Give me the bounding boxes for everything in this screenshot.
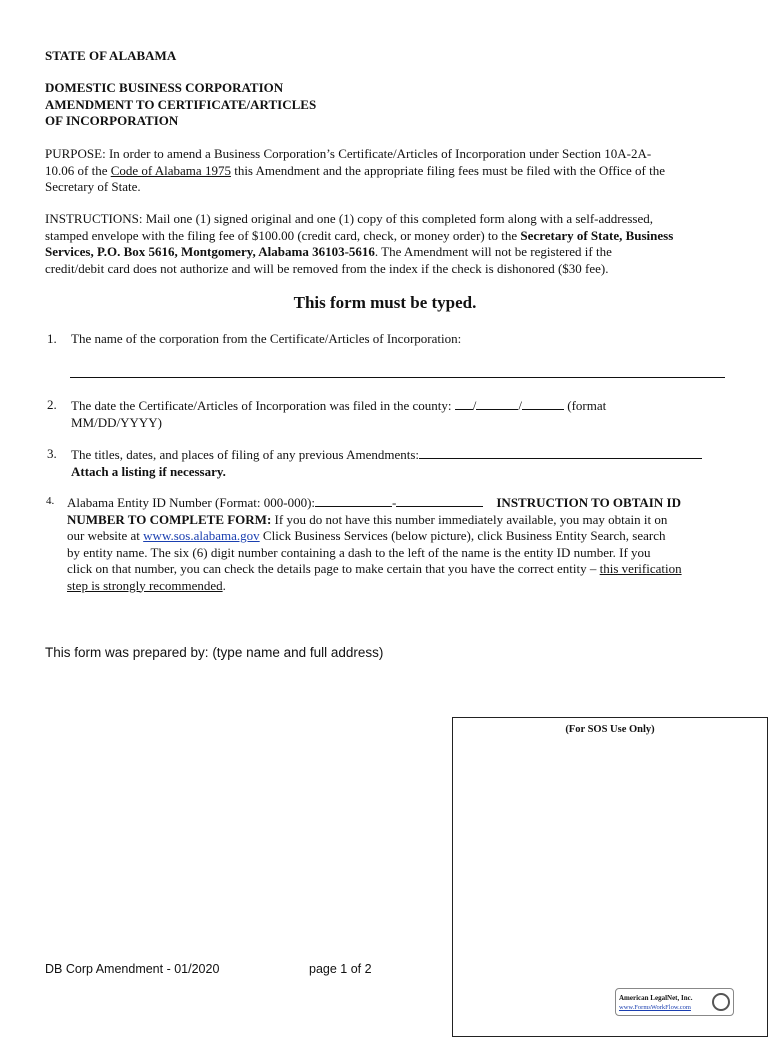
month-field[interactable] [455,397,473,410]
instructions-line-4: credit/debit card does not authorize and will be removed from the index if the check is dishonored ($30 fee). [45,260,609,276]
state-heading: STATE OF ALABAMA [45,48,177,63]
year-field[interactable] [522,397,564,410]
purpose-line-1: PURPOSE: In order to amend a Business Corporation’s Certificate/Articles of Incorporation under Section 10A-2A- [45,146,652,161]
purpose-line-2: 10.06 of the Code of Alabama 1975 this Amendment and the appropriate filing fees must be filed with the Office of the [45,162,666,178]
american-legalnet-logo [615,988,734,1016]
instructions-paragraph [45,211,673,277]
title-line-2: AMENDMENT TO CERTIFICATE/ARTICLES [45,96,317,112]
corporation-name-field[interactable] [70,377,725,378]
prepared-by-label: This form was prepared by: (type name and full address) [45,645,384,660]
page-number: page 1 of 2 [309,962,372,976]
attach-listing-note: Attach a listing if necessary. [71,463,226,479]
item-3-label: The titles, dates, and places of filing of any previous Amendments: Attach a listing if necessary. [71,446,702,480]
logo-emblem-icon [712,993,730,1011]
item-4-text: Alabama Entity ID Number (Format: 000-000): - INSTRUCTION TO OBTAIN ID NUMBER TO COMPLETE FORM: If you do not have this number immediately available, you may obtain it on our website at www.sos.alabama.gov Click Business Services (below picture), click Business Entity Search, search by entity name. The six (6) digit number containing a dash to the left of the name is the entity ID number. If you click on that number, you can check the details page to make certain that you have the correct entity – this verification step is strongly recommended. [67,495,682,593]
form-id-footer: DB Corp Amendment - 01/2020 [45,962,220,976]
entity-id-part1-field[interactable] [315,494,392,507]
purpose-line-3: Secretary of State. [45,179,141,194]
logo-url[interactable]: www.FormsWorkFlow.com [619,1004,691,1011]
entity-id-part2-field[interactable] [396,494,483,507]
form-title [45,80,316,130]
sos-website-link[interactable]: www.sos.alabama.gov [143,528,260,543]
item-3-number: 3. [47,446,57,461]
item-2-label: The date the Certificate/Articles of Incorporation was filed in the county: / / (format MM/DD/YYYY) [71,398,607,430]
purpose-paragraph [45,146,665,196]
typed-notice: This form must be typed. [293,293,477,312]
sos-use-only-label: (For SOS Use Only) [565,724,655,735]
item-1-number: 1. [47,331,57,346]
logo-company-name: American LegalNet, Inc. [619,994,693,1002]
item-1-label: The name of the corporation from the Certificate/Articles of Incorporation: [71,331,462,346]
code-of-alabama-link: Code of Alabama 1975 [110,162,231,178]
instructions-line-3: Services, P.O. Box 5616, Montgomery, Alabama 36103-5616. The Amendment will not be registered if the [45,244,612,259]
day-field[interactable] [476,397,518,410]
instructions-line-1: INSTRUCTIONS: Mail one (1) signed original and one (1) copy of this completed form along with a self-addressed, [45,211,653,226]
title-line-1: DOMESTIC BUSINESS CORPORATION [45,80,284,95]
instructions-line-2: stamped envelope with the filing fee of $100.00 (credit card, check, or money order) to the Secretary of State, Business [45,227,674,243]
item-2-number: 2. [47,397,57,412]
item-4-number: 4. [46,495,55,507]
title-line-3: OF INCORPORATION [45,113,179,128]
previous-amendments-field[interactable] [419,446,702,459]
